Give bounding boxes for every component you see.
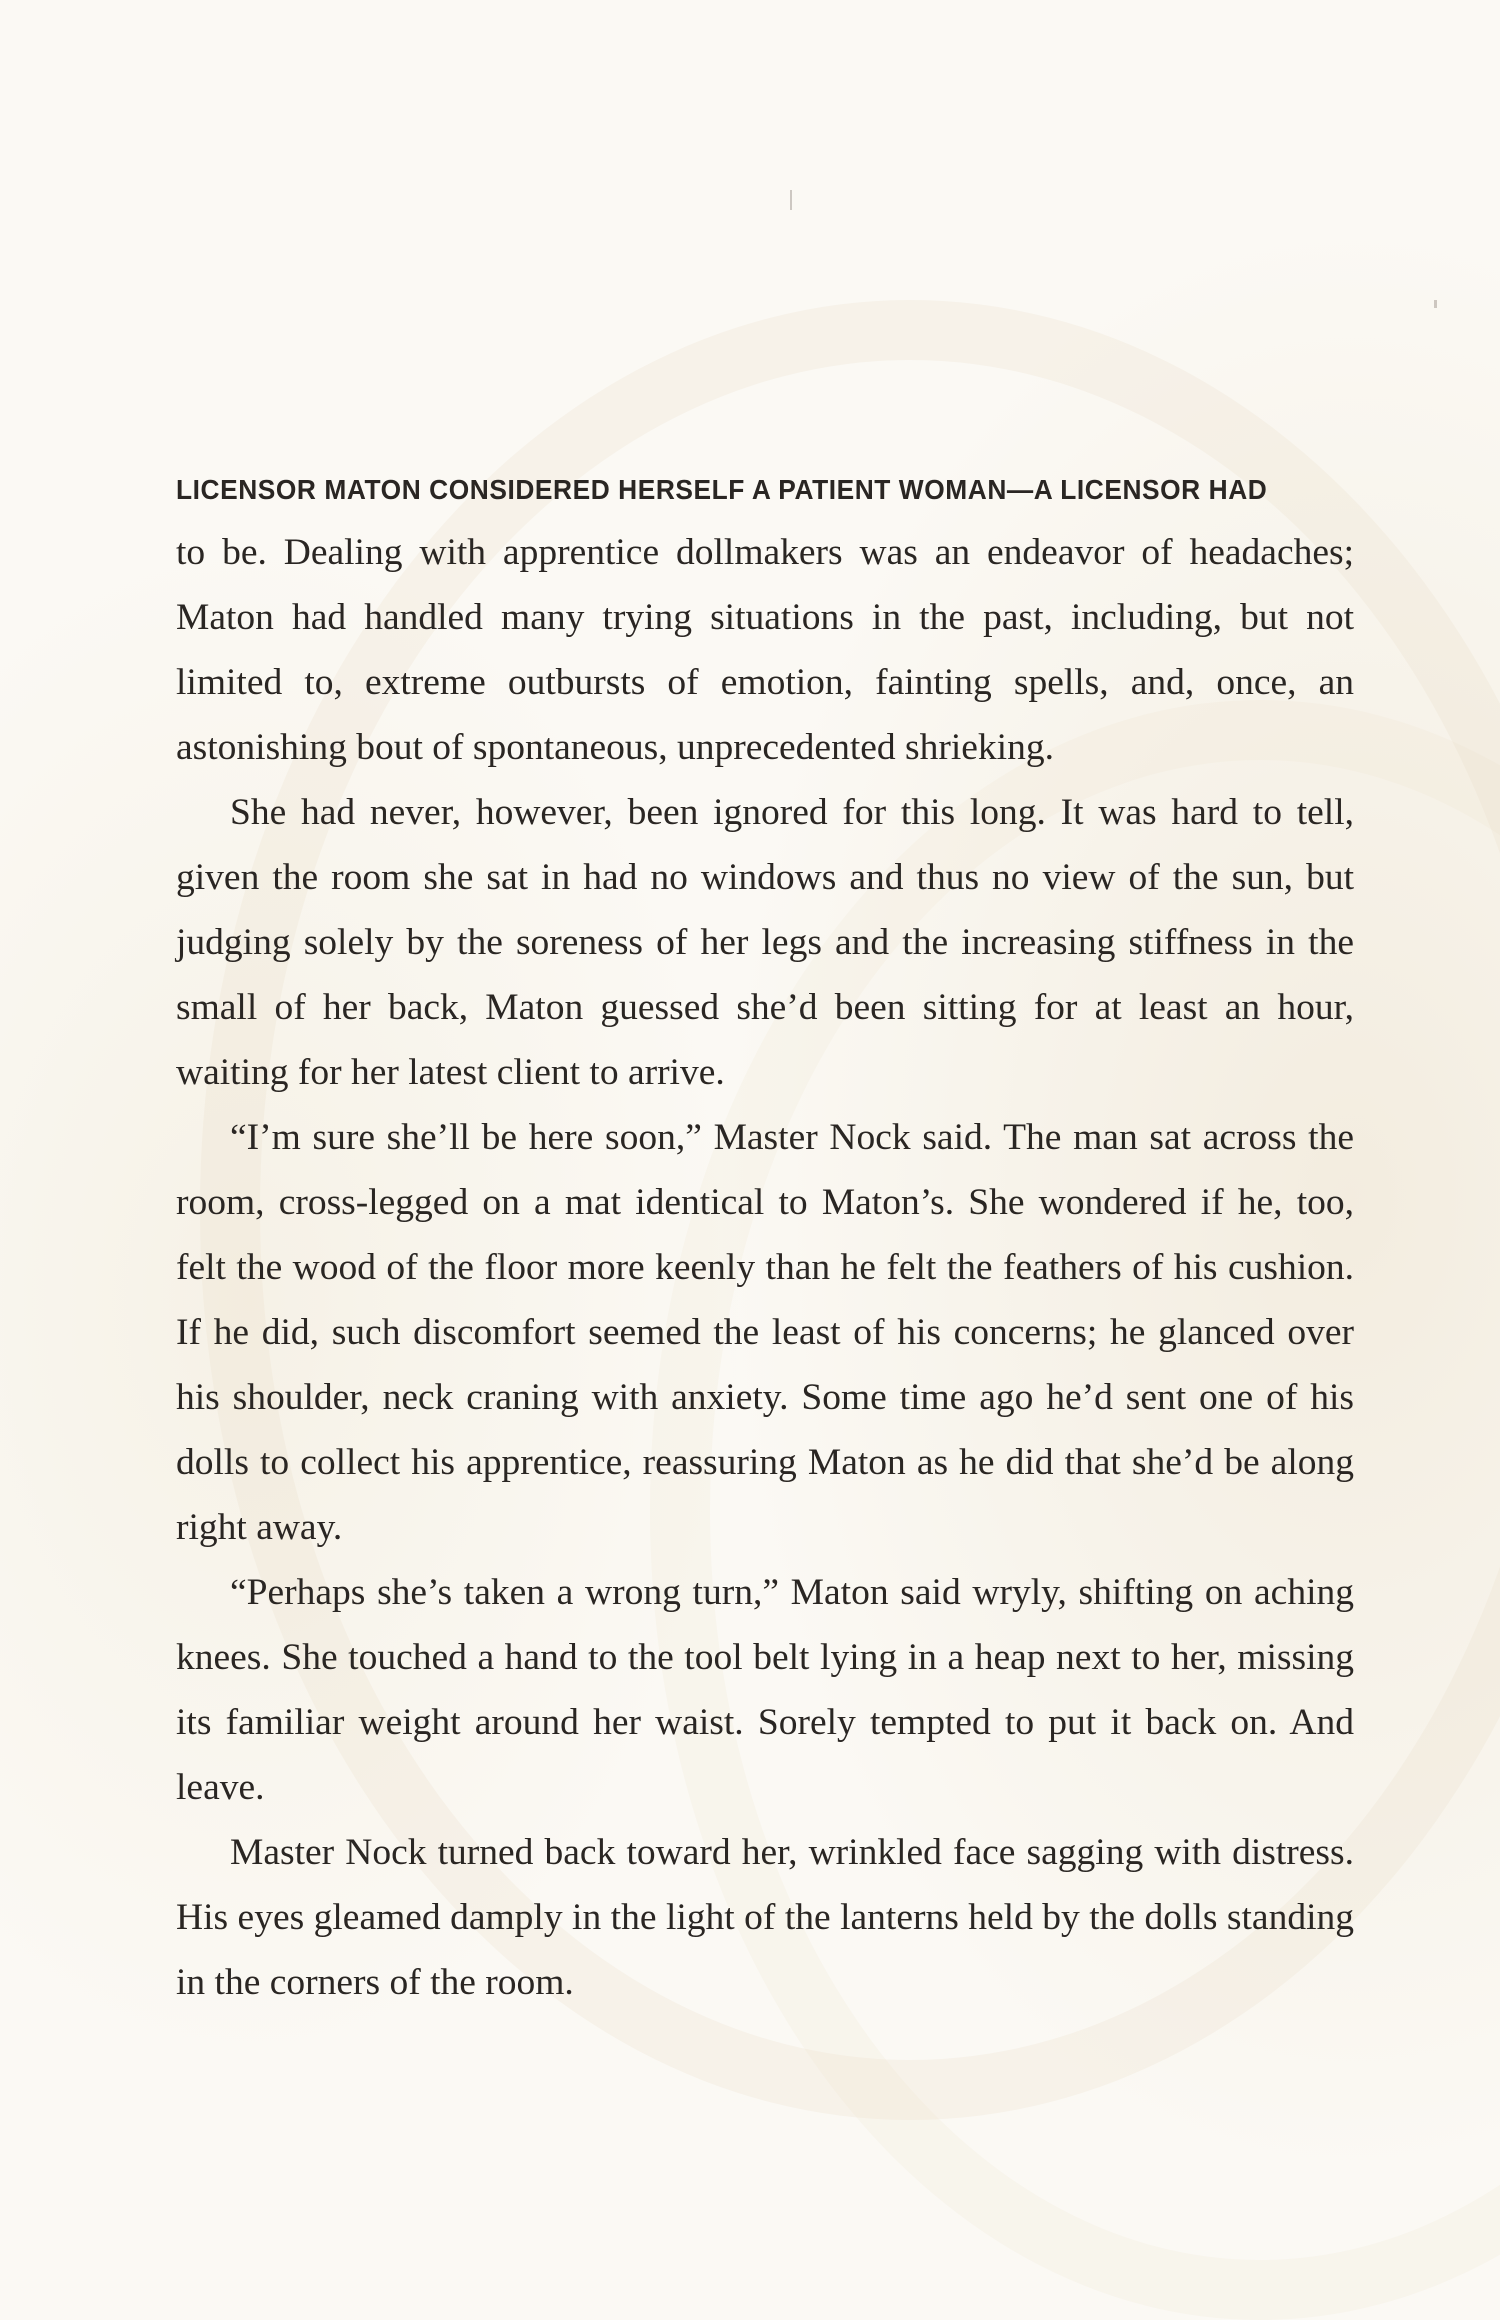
body-text	[176, 455, 1354, 2015]
paragraph-1: to be. Dealing with apprentice dollmakers was an endeavor of headaches; Maton had handled many trying situations in the past, including, but not limited to, extreme outbursts of emotion, fainting spells, and, once, an astonishing bout of spontaneous, unprecedented shrieking.	[176, 532, 1354, 768]
opening-line	[176, 455, 1354, 520]
paragraph-3: “I’m sure she’ll be here soon,” Master Nock said. The man sat across the room, cross-legged on a mat identical to Maton’s. She wondered if he, too, felt the wood of the floor more keenly than he felt the feathers of his cushion. If he did, such discomfort seemed the least of his concerns; he glanced over his shoulder, neck craning with anxiety. Some time ago he’d sent one of his dolls to collect his apprentice, reassuring Maton as he did that she’d be along right away.	[176, 1117, 1354, 1548]
small-caps-opening: LICENSOR MATON CONSIDERED HERSELF A PATIENT WOMAN—A LICENSOR HAD	[176, 474, 1268, 505]
paragraph-2: She had never, however, been ignored for this long. It was hard to tell, given the room she sat in had no windows and thus no view of the sun, but judging solely by the soreness of her legs and the increasing stiffness in the small of her back, Maton guessed she’d been sitting for at least an hour, waiting for her latest client to arrive.	[176, 792, 1354, 1093]
paper-speck	[790, 190, 792, 210]
paragraph-4: “Perhaps she’s taken a wrong turn,” Maton said wryly, shifting on aching knees. She touched a hand to the tool belt lying in a heap next to her, missing its familiar weight around her waist. Sorely tempted to put it back on. And leave.	[176, 1572, 1354, 1808]
paragraph-5: Master Nock turned back toward her, wrinkled face sagging with distress. His eyes gleamed damply in the light of the lanterns held by the dolls standing in the corners of the room.	[176, 1832, 1354, 2003]
paper-speck	[1434, 300, 1437, 308]
